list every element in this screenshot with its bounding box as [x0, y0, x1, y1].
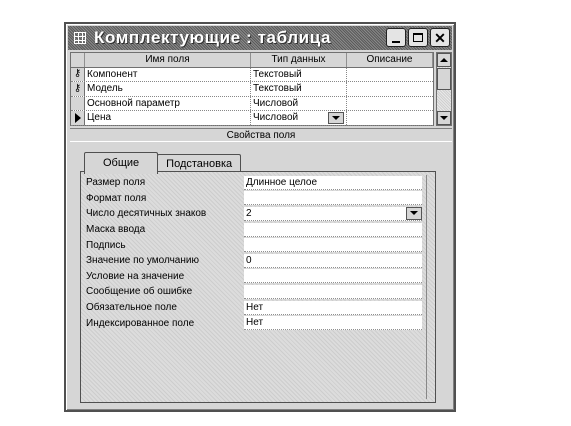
- property-label: Формат поля: [86, 192, 147, 204]
- property-value-validation-text[interactable]: [244, 285, 422, 299]
- property-label: Маска ввода: [86, 224, 146, 236]
- close-button[interactable]: [430, 28, 450, 47]
- property-row: [86, 315, 422, 331]
- field-name-cell[interactable]: Компонент: [85, 68, 251, 82]
- arrow-up-icon: [440, 58, 448, 62]
- property-value-default[interactable]: 0: [244, 254, 422, 268]
- property-label: Значение по умолчанию: [86, 255, 199, 267]
- property-label: Обязательное поле: [86, 302, 177, 314]
- property-row: [86, 206, 422, 222]
- property-value-decimal-places[interactable]: [244, 207, 422, 221]
- row-selector[interactable]: [71, 68, 85, 82]
- property-value-validation-rule[interactable]: [244, 269, 422, 283]
- tab-lookup[interactable]: Подстановка: [157, 154, 241, 173]
- decimal-places-dropdown-button[interactable]: [406, 207, 422, 220]
- data-type-cell[interactable]: Текстовый: [251, 68, 347, 82]
- row-selector[interactable]: [71, 97, 85, 111]
- properties-tabs: [84, 151, 241, 173]
- row-pointer-icon: [75, 113, 81, 123]
- table-row[interactable]: [71, 82, 433, 97]
- property-label: Число десятичных знаков: [86, 208, 207, 220]
- arrow-down-icon: [440, 116, 448, 120]
- row-selector[interactable]: [71, 111, 85, 125]
- properties-divider: [426, 175, 432, 399]
- title-bar[interactable]: [68, 26, 452, 50]
- field-grid: [70, 52, 434, 126]
- column-header-name[interactable]: Имя поля: [85, 53, 251, 67]
- column-header-type[interactable]: Тип данных: [251, 53, 347, 67]
- field-name-cell[interactable]: Цена: [85, 111, 251, 125]
- property-row: [86, 284, 422, 300]
- description-cell[interactable]: [347, 68, 433, 82]
- property-value-field-size[interactable]: Длинное целое: [244, 176, 422, 190]
- property-label: Размер поля: [86, 177, 146, 189]
- description-cell[interactable]: [347, 97, 433, 111]
- data-type-cell[interactable]: [251, 111, 347, 125]
- field-name-cell[interactable]: Основной параметр: [85, 97, 251, 111]
- window-controls: [386, 28, 450, 47]
- property-row: [86, 253, 422, 269]
- field-properties-panel: [80, 171, 436, 403]
- property-row: [86, 191, 422, 207]
- property-row: [86, 300, 422, 316]
- grid-corner[interactable]: [71, 53, 85, 67]
- field-name-cell[interactable]: Модель: [85, 82, 251, 96]
- property-label: Подпись: [86, 239, 126, 251]
- minimize-icon: [392, 41, 400, 43]
- property-row: [86, 237, 422, 253]
- scroll-down-button[interactable]: [437, 111, 451, 125]
- scroll-up-button[interactable]: [437, 53, 451, 67]
- data-type-cell[interactable]: Текстовый: [251, 82, 347, 96]
- minimize-button[interactable]: [386, 28, 406, 47]
- property-label: Условие на значение: [86, 270, 185, 282]
- tab-general[interactable]: Общие: [84, 152, 158, 174]
- table-row[interactable]: [71, 97, 433, 112]
- grid-vertical-scrollbar[interactable]: [436, 52, 452, 126]
- property-value-format[interactable]: [244, 191, 422, 205]
- row-selector[interactable]: [71, 82, 85, 96]
- column-header-description[interactable]: Описание: [347, 53, 433, 67]
- table-icon: [74, 32, 86, 44]
- table-row[interactable]: [71, 68, 433, 83]
- property-value-caption[interactable]: [244, 238, 422, 252]
- key-icon: ⚷: [73, 68, 82, 80]
- description-cell[interactable]: [347, 111, 433, 125]
- property-row: [86, 269, 422, 285]
- property-label: Индексированное поле: [86, 317, 195, 329]
- window-title: Комплектующие : таблица: [94, 28, 332, 47]
- field-properties-header: Свойства поля: [70, 128, 452, 142]
- table-row-current[interactable]: [71, 111, 433, 126]
- data-type-cell[interactable]: Числовой: [251, 97, 347, 111]
- grid-header-row: [71, 53, 433, 68]
- scroll-thumb[interactable]: [437, 68, 451, 90]
- property-row: [86, 222, 422, 238]
- description-cell[interactable]: [347, 82, 433, 96]
- property-value-indexed[interactable]: Нет: [244, 316, 422, 330]
- data-type-value: Числовой: [253, 112, 299, 123]
- properties-list: [86, 175, 422, 331]
- property-row: [86, 175, 422, 191]
- data-type-dropdown-button[interactable]: [328, 112, 344, 124]
- dropdown-arrow-icon: [332, 116, 340, 120]
- maximize-button[interactable]: [408, 28, 428, 47]
- dropdown-arrow-icon: [410, 211, 418, 215]
- property-value-input-mask[interactable]: [244, 223, 422, 237]
- maximize-icon: [413, 33, 423, 42]
- close-icon: ✕: [434, 29, 446, 46]
- table-design-window: [64, 22, 456, 412]
- decimal-places-value: 2: [246, 207, 252, 219]
- key-icon: ⚷: [73, 82, 82, 94]
- property-label: Сообщение об ошибке: [86, 286, 193, 298]
- property-value-required[interactable]: Нет: [244, 301, 422, 315]
